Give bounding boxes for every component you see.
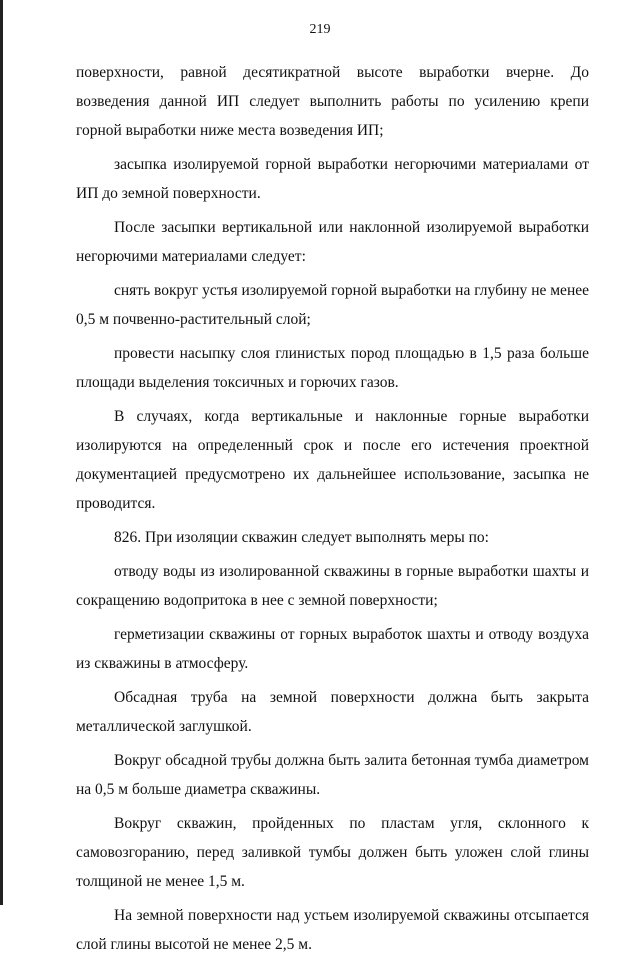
page-number: 219 [309, 22, 331, 37]
paragraph: Обсадная труба на земной поверхности должна быть закрыта металлической заглушкой. [76, 689, 589, 735]
document-body [76, 58, 589, 964]
paragraph: отводу воды из изолированной скважины в горные выработки шахты и сокращению водопритока в нее с земной поверхности; [76, 563, 589, 609]
paragraph: герметизации скважины от горных выработок шахты и отводу воздуха из скважины в атмосферу. [76, 626, 589, 672]
paragraph: В случаях, когда вертикальные и наклонные горные выработки изолируются на определенный срок и после его истечения проектной документацией предусмотрено их дальнейшее использование, засыпка не проводится. [76, 408, 589, 512]
paragraph: После засыпки вертикальной или наклонной изолируемой выработки негорючими материалами следует: [76, 219, 589, 265]
paragraph-continuation: поверхности, равной десятикратной высоте выработки вчерне. До возведения данной ИП следует выполнить работы по усилению крепи горной выработки ниже места возведения ИП; [76, 64, 589, 139]
paragraph: засыпка изолируемой горной выработки негорючими материалами от ИП до земной поверхности. [76, 156, 589, 202]
paragraph: провести насыпку слоя глинистых пород площадью в 1,5 раза больше площади выделения токсичных и горючих газов. [76, 345, 589, 391]
paragraph: снять вокруг устья изолируемой горной выработки на глубину не менее 0,5 м почвенно-растительный слой; [76, 282, 589, 328]
page-left-edge [0, 0, 3, 905]
paragraph: Вокруг обсадной трубы должна быть залита бетонная тумба диаметром на 0,5 м больше диаметра скважины. [76, 752, 589, 798]
paragraph: Вокруг скважин, пройденных по пластам угля, склонного к самовозгоранию, перед заливкой тумбы должен быть уложен слой глины толщиной не менее 1,5 м. [76, 815, 589, 890]
paragraph-section-826: 826. При изоляции скважин следует выполнять меры по: [114, 529, 489, 546]
paragraph: На земной поверхности над устьем изолируемой скважины отсыпается слой глины высотой не менее 2,5 м. [76, 907, 589, 953]
